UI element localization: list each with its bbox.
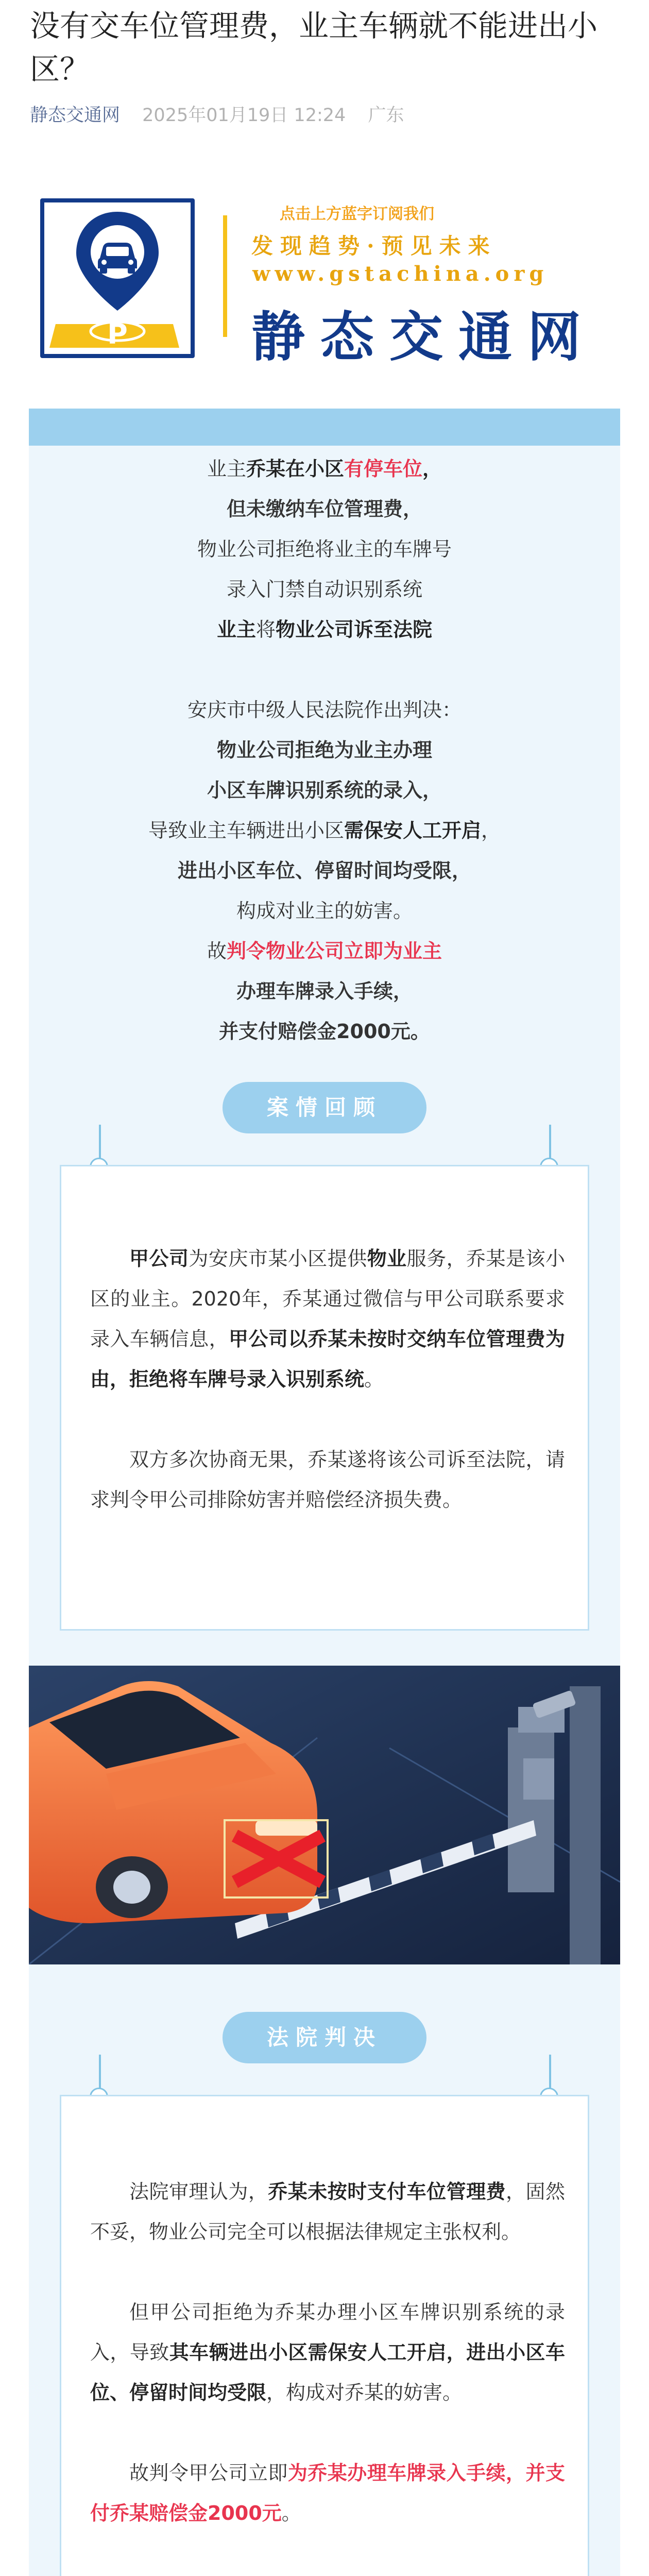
intro-highlight: 判令物业公司立即为业主 bbox=[227, 940, 442, 962]
intro-line: 物业公司拒绝为业主办理 bbox=[216, 739, 432, 761]
paragraph-text: 物业 bbox=[367, 1247, 407, 1270]
intro-text: 故 bbox=[207, 940, 227, 962]
intro-line bbox=[29, 609, 620, 650]
intro-line: 安庆市中级人民法院作出判决： bbox=[187, 699, 462, 721]
content-panel bbox=[29, 409, 620, 2576]
intro-line: 构成对业主的妨害。 bbox=[236, 900, 413, 922]
paragraph-highlight: 为乔某办理车牌录入手续，并支付乔某赔偿金2000元 bbox=[90, 2462, 565, 2524]
section-label-court-ruling: 法院判决 bbox=[223, 2012, 426, 2063]
paragraph-text: 。 bbox=[281, 2502, 301, 2524]
intro-text: ， bbox=[481, 819, 501, 842]
intro-line bbox=[29, 810, 620, 851]
parking-location-logo-icon bbox=[40, 198, 195, 358]
intro-line: 办理车牌录入手续， bbox=[236, 980, 413, 1003]
brand-banner bbox=[30, 191, 619, 366]
intro-text: 导致业主车辆进出小区 bbox=[148, 819, 344, 842]
intro-text: 需保安人工开启 bbox=[344, 819, 481, 842]
publish-location: 广东 bbox=[368, 105, 404, 126]
paragraph-text: 。 bbox=[364, 1368, 384, 1391]
intro-text: 将 bbox=[255, 618, 276, 641]
svg-text:P: P bbox=[107, 318, 128, 350]
intro-line: 但未缴纳车位管理费， bbox=[226, 498, 422, 520]
paragraph: 双方多次协商无果，乔某遂将该公司诉至法院，请求判令甲公司排除妨害并赔偿经济损失费。 bbox=[90, 1448, 565, 1511]
intro-spacer bbox=[29, 650, 620, 690]
publish-date: 2025年01月19日 12:24 bbox=[142, 105, 346, 126]
intro-line bbox=[29, 931, 620, 971]
intro-text: 乔某在小区 bbox=[246, 457, 344, 480]
banner-divider bbox=[223, 215, 227, 337]
car-at-barrier-gate-icon bbox=[29, 1666, 620, 1964]
article-title: 没有交车位管理费，业主车辆就不能进出小区？ bbox=[30, 8, 598, 87]
banner-url: www.gstachina.org bbox=[252, 262, 549, 286]
panel-header-strip bbox=[29, 409, 620, 446]
intro-highlight: 有停车位 bbox=[344, 457, 423, 480]
paragraph-text: 甲公司以乔某未按时交纳车位管理费为由，拒绝将车牌号录入识别系统 bbox=[90, 1328, 565, 1391]
paragraph bbox=[90, 2172, 565, 2252]
banner-brand-name: 静态交通网 bbox=[251, 306, 597, 368]
paragraph-text: 服务，乔某是该小区的业主。2020年，乔某通过微信与甲公司联系要求录入车辆信息， bbox=[90, 1247, 565, 1350]
paragraph-text: 法院审理认为， bbox=[129, 2180, 268, 2203]
court-ruling-text bbox=[90, 2172, 565, 2533]
intro-line: 录入门禁自动识别系统 bbox=[226, 578, 422, 601]
intro-line: 进出小区车位、停留时间均受限， bbox=[177, 859, 471, 882]
account-name-link[interactable]: 静态交通网 bbox=[30, 105, 121, 126]
case-review-card bbox=[60, 1165, 589, 1631]
intro-text: 业主 bbox=[216, 618, 256, 641]
paragraph-text: 但甲公司拒绝为乔某办理小区车牌识别系统的录入，导致 bbox=[90, 2301, 565, 2364]
intro-line: 并支付赔偿金2000元。 bbox=[219, 1020, 430, 1043]
paragraph-text: 为安庆市某小区提供 bbox=[189, 1247, 367, 1270]
paragraph-text: ，构成对乔某的妨害。 bbox=[266, 2381, 463, 2404]
paragraph-text: 乔某未按时支付车位管理费 bbox=[268, 2180, 506, 2203]
article-meta bbox=[30, 101, 404, 127]
paragraph bbox=[90, 1239, 565, 1399]
intro-line: 物业公司拒绝将业主的车牌号 bbox=[197, 538, 452, 561]
intro-line bbox=[29, 449, 620, 489]
paragraph-text: ，固然不妥，物业公司完全可以根据法律规定主张权利。 bbox=[90, 2180, 565, 2243]
paragraph-text: 其车辆进出小区需保安人工开启，进出小区车位、停留时间均受限 bbox=[90, 2341, 565, 2404]
paragraph-text: 故判令甲公司立即 bbox=[129, 2462, 288, 2484]
court-ruling-card bbox=[60, 2095, 589, 2576]
case-review-text bbox=[90, 1239, 565, 1520]
paragraph bbox=[90, 2453, 565, 2533]
intro-text: ， bbox=[422, 457, 442, 480]
intro-text: 物业公司诉至法院 bbox=[276, 618, 433, 641]
subscribe-hint: 点击上方蓝字订阅我们 bbox=[280, 205, 434, 223]
intro-text: 业主 bbox=[207, 457, 246, 480]
section-label-case-review: 案情回顾 bbox=[223, 1082, 426, 1133]
intro-summary bbox=[29, 449, 620, 1052]
banner-slogan: 发现趋势·预见未来 bbox=[251, 233, 497, 259]
paragraph-text: 甲公司 bbox=[129, 1247, 189, 1270]
paragraph bbox=[90, 2292, 565, 2413]
intro-line: 小区车牌识别系统的录入， bbox=[207, 779, 442, 802]
